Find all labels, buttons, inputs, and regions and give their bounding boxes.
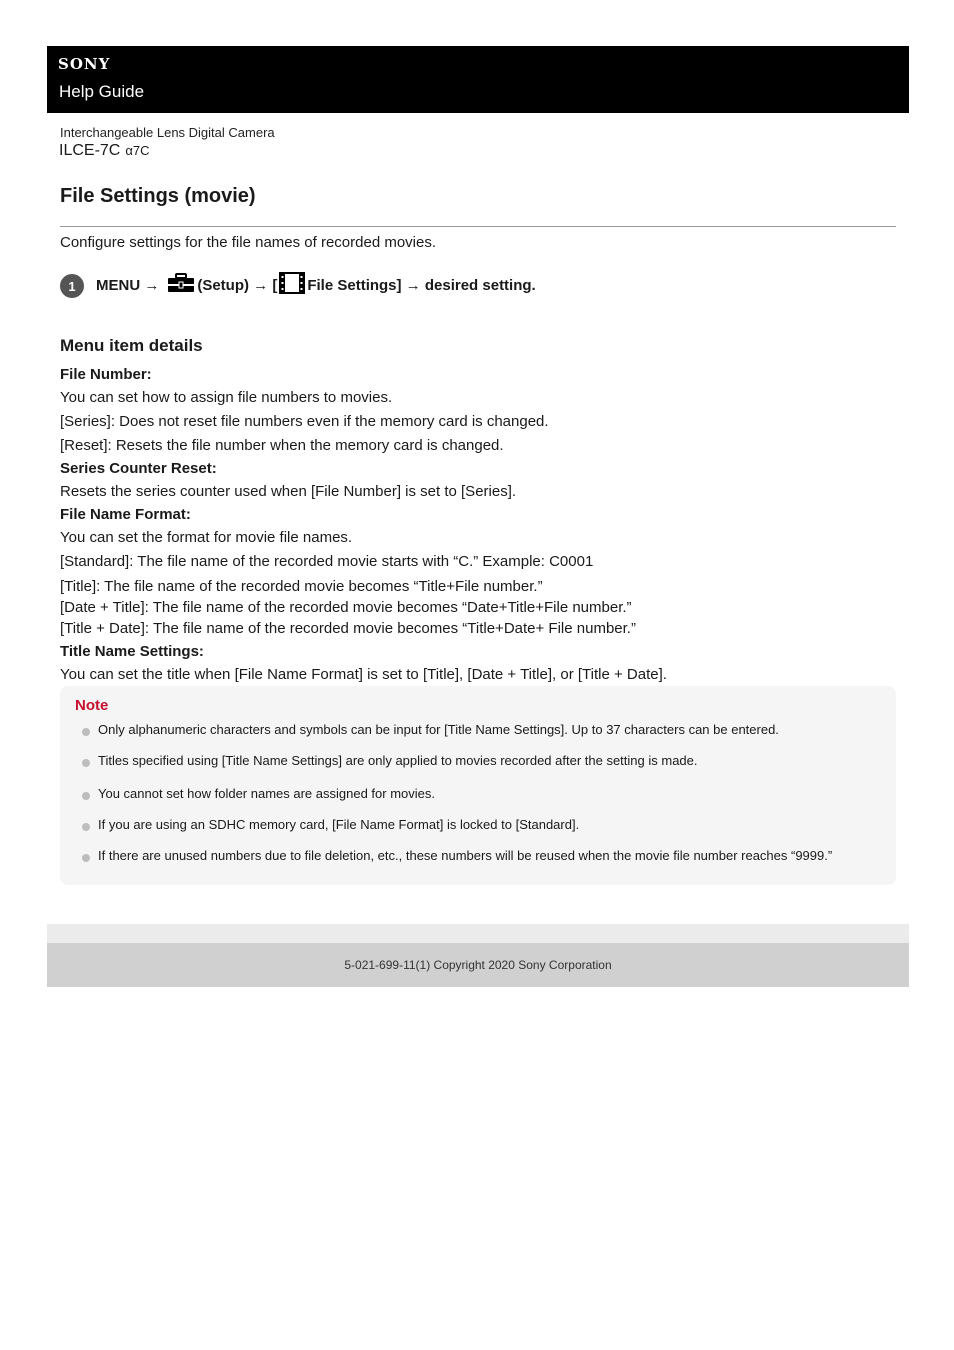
bullet-icon <box>82 728 90 736</box>
term-file-number: File Number: <box>60 366 152 383</box>
note-item-text: Titles specified using [Title Name Settings] are only applied to movies recorded after the setting is made. <box>98 753 698 768</box>
note-title: Note <box>75 697 109 714</box>
toolbox-icon <box>167 273 195 297</box>
note-box <box>60 686 896 885</box>
footer <box>47 943 909 987</box>
model-number: ILCE-7C <box>59 142 121 159</box>
setup-label: (Setup) → [ <box>197 276 278 294</box>
detail-line: Resets the series counter used when [File Number] is set to [Series]. <box>60 483 517 500</box>
note-item <box>60 848 896 879</box>
detail-line: [Date + Title]: The file name of the recorded movie becomes “Date+Title+File number.” <box>60 599 632 616</box>
intro-text: Configure settings for the file names of recorded movies. <box>60 234 437 251</box>
page-title: File Settings (movie) <box>60 185 256 207</box>
section-title: Menu item details <box>60 336 203 355</box>
term-file-name-format: File Name Format: <box>60 506 191 523</box>
note-item <box>60 817 896 848</box>
header-bar <box>47 46 909 113</box>
footer-band <box>47 924 909 943</box>
detail-line: You can set the format for movie file names. <box>60 529 353 546</box>
detail-line: [Standard]: The file name of the recorded movie starts with “C.” Example: C0001 <box>60 553 594 570</box>
model-alias: α7C <box>125 143 150 158</box>
note-item-text: If there are unused numbers due to file deletion, etc., these numbers will be reused when the movie file number reaches “9999.” <box>98 848 833 863</box>
detail-line: [Title]: The file name of the recorded movie becomes “Title+File number.” <box>60 578 543 595</box>
help-guide-label[interactable]: Help Guide <box>59 82 145 101</box>
product-model <box>59 142 150 160</box>
bullet-icon <box>82 792 90 800</box>
film-strip-icon <box>279 272 305 298</box>
title-divider <box>60 226 896 227</box>
menu-path-step <box>60 272 536 298</box>
note-list <box>60 722 896 879</box>
bullet-icon <box>82 823 90 831</box>
note-item-text: You cannot set how folder names are assigned for movies. <box>98 786 435 801</box>
detail-line: You can set the title when [File Name Format] is set to [Title], [Date + Title], or [Title + Date]. <box>60 666 667 683</box>
copyright-text: 5-021-699-11(1) Copyright 2020 Sony Corporation <box>344 958 612 972</box>
bullet-icon <box>82 854 90 862</box>
product-type: Interchangeable Lens Digital Camera <box>60 125 275 140</box>
note-item <box>60 786 896 817</box>
term-title-name-settings: Title Name Settings: <box>60 643 204 660</box>
bullet-icon <box>82 759 90 767</box>
note-item-text: Only alphanumeric characters and symbols can be input for [Title Name Settings]. Up to 37 characters can be entered. <box>98 722 779 737</box>
detail-line: [Title + Date]: The file name of the recorded movie becomes “Title+Date+ File number.” <box>60 620 636 637</box>
term-series-counter-reset: Series Counter Reset: <box>60 460 217 477</box>
note-item <box>60 722 896 753</box>
step-number-badge: 1 <box>60 274 84 298</box>
detail-line: [Series]: Does not reset file numbers even if the memory card is changed. <box>60 413 549 430</box>
detail-line: You can set how to assign file numbers to movies. <box>60 389 393 406</box>
menu-item-details <box>60 364 900 687</box>
menu-label: MENU → <box>96 276 160 294</box>
detail-line: [Reset]: Resets the file number when the memory card is changed. <box>60 437 504 454</box>
note-item <box>60 753 896 786</box>
sony-logo[interactable]: SONY <box>58 55 111 73</box>
note-item-text: If you are using an SDHC memory card, [File Name Format] is locked to [Standard]. <box>98 817 580 832</box>
menu-path-text <box>96 272 536 298</box>
file-settings-label: File Settings] → desired setting. <box>307 276 536 294</box>
